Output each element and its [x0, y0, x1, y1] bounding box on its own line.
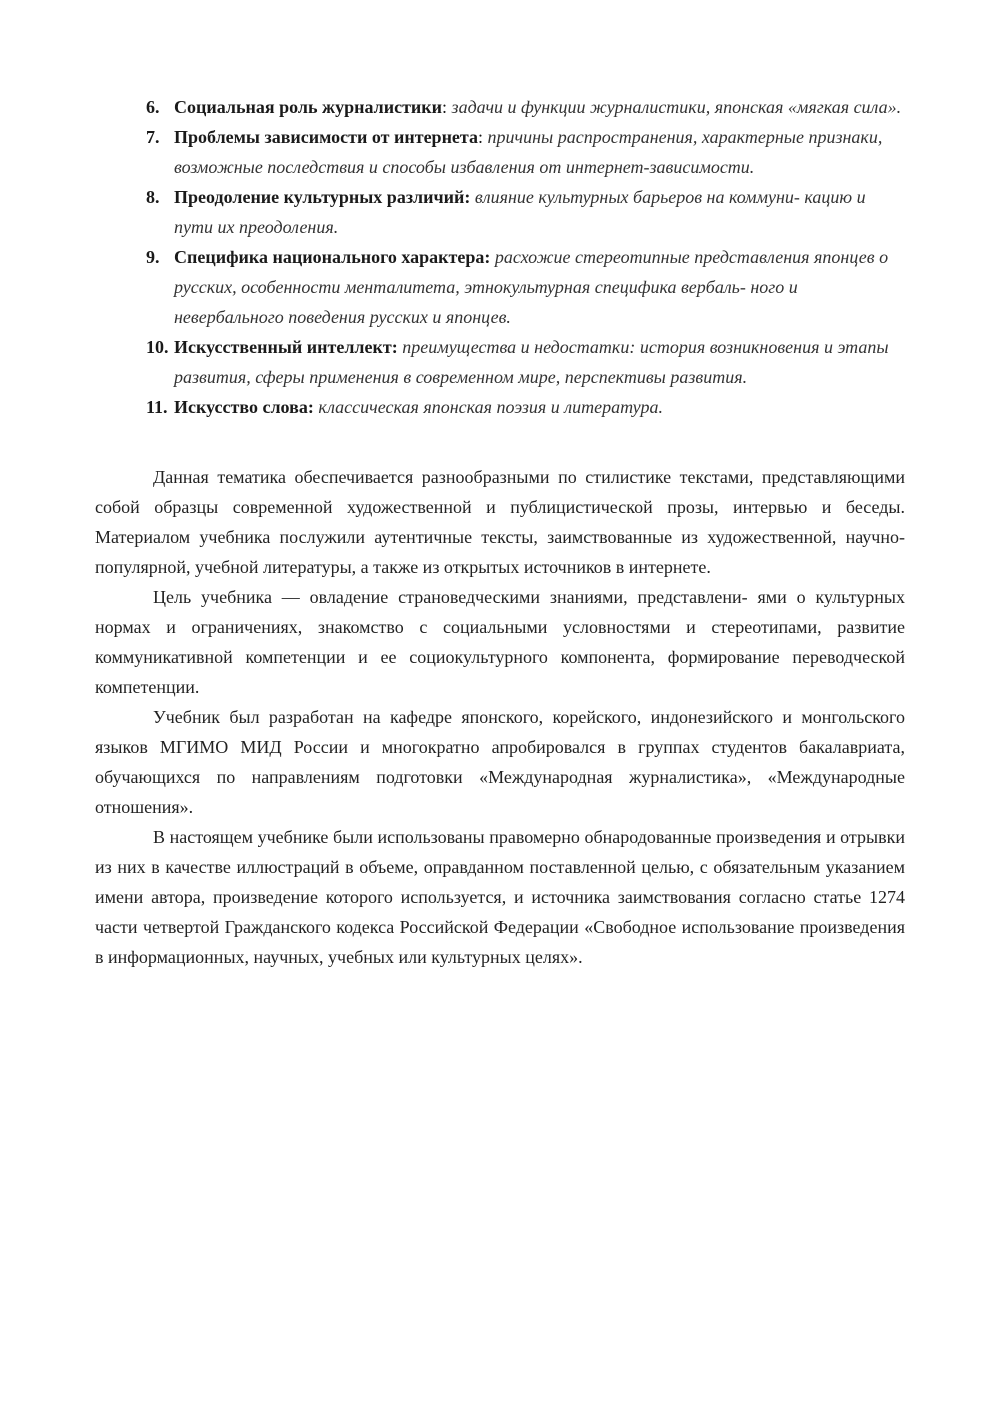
list-item: [146, 332, 906, 392]
item-separator: :: [478, 127, 488, 147]
paragraph: В настоящем учебнике были использованы правомерно обнародованные произведения и отрывки из них в качестве иллюстраций в объеме, оправданном поставленной целью, с обязательным указанием имени автора, произведение которого используется, и источника заимствования согласно статье 1274 части четвертой Гражданского кодекса Российской Федерации «Свободное использование произведения в информационных, научных, учебных или культурных целях».: [95, 827, 905, 967]
item-number: 11.: [146, 397, 168, 417]
paragraph: Данная тематика обеспечивается разнообразными по стилистике текстами, представляющими собой образцы современной художественной и публицистической прозы, интервью и беседы. Материалом учебника послужили аутентичные тексты, заимствованные из художественной, научно-популярной, учебной литературы, а также из открытых источников в интернете.: [95, 467, 905, 577]
list-item: [146, 392, 906, 422]
item-number: 6.: [146, 97, 160, 117]
item-separator: :: [442, 97, 452, 117]
list-item: [146, 122, 906, 182]
item-title: Специфика национального характера:: [174, 247, 491, 267]
item-description: классическая японская поэзия и литература.: [318, 397, 663, 417]
item-description: влияние культурных барьеров на коммуни- кацию и пути их преодоления.: [174, 187, 866, 237]
list-item: [146, 182, 906, 242]
item-number: 9.: [146, 247, 160, 267]
item-number: 8.: [146, 187, 160, 207]
item-number: 10.: [146, 337, 169, 357]
item-title: Искусство слова:: [174, 397, 314, 417]
item-description: преимущества и недостатки: история возникновения и этапы развития, сферы применения в современном мире, перспективы развития.: [174, 337, 889, 387]
item-title: Проблемы зависимости от интернета: [174, 127, 478, 147]
item-description: причины распространения, характерные признаки, возможные последствия и способы избавления от интернет-зависимости.: [174, 127, 883, 177]
list-item: [146, 242, 906, 332]
list-item: [146, 92, 906, 122]
item-title: Преодоление культурных различий:: [174, 187, 471, 207]
paragraph: Цель учебника — овладение страноведческими знаниями, представлени- ями о культурных нормах и ограничениях, знакомство с социальными условностями и стереотипами, развитие коммуникативной компетенции и ее социокультурного компонента, формирование переводческой компетенции.: [95, 587, 905, 697]
topic-list: [146, 92, 906, 422]
item-title: Искусственный интеллект:: [174, 337, 398, 357]
paragraph: Учебник был разработан на кафедре японского, корейского, индонезийского и монгольского языков МГИМО МИД России и многократно апробировался в группах студентов бакалавриата, обучающихся по направлениям подготовки «Международная журналистика», «Международные отношения».: [95, 707, 905, 817]
item-title: Социальная роль журналистики: [174, 97, 443, 117]
item-description: задачи и функции журналистики, японская «мягкая сила».: [451, 97, 902, 117]
item-description: расхожие стереотипные представления японцев о русских, особенности менталитета, этнокультурная специфика вербаль- ного и невербального поведения русских и японцев.: [174, 247, 889, 327]
body-text: [95, 462, 905, 972]
item-number: 7.: [146, 127, 160, 147]
